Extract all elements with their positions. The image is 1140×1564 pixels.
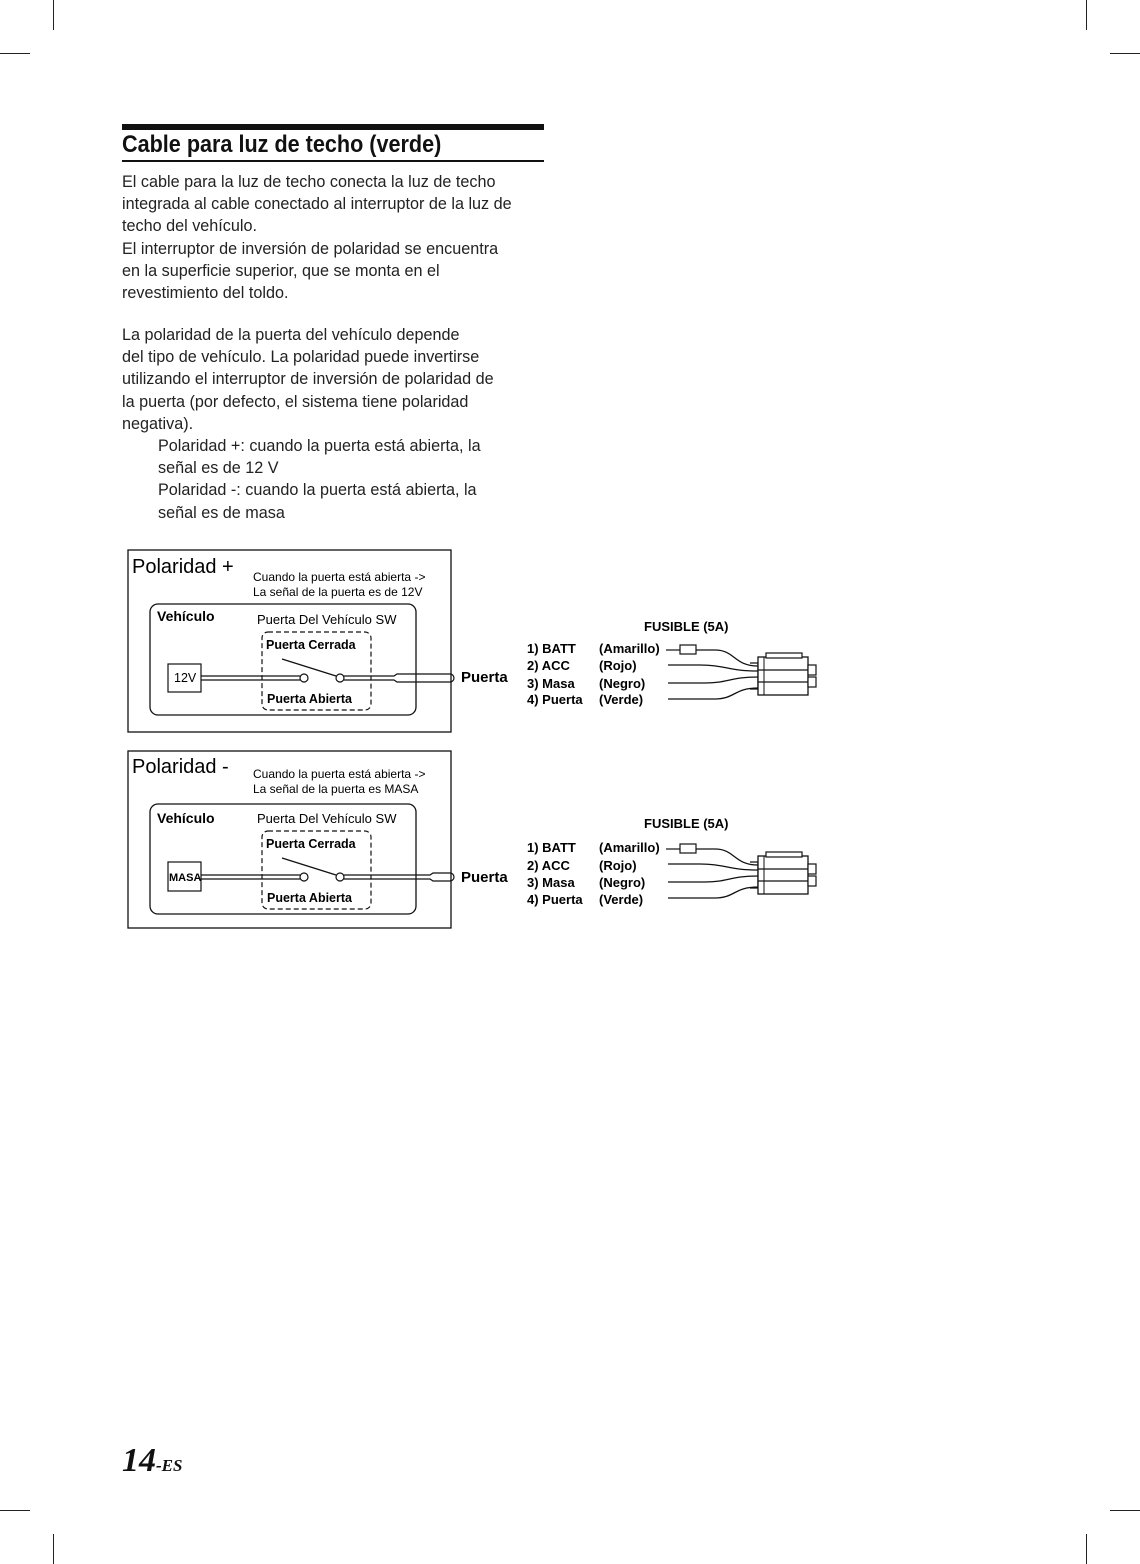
wire-color: (Negro) — [599, 875, 646, 890]
fuse-holder — [680, 645, 696, 654]
text-line: del tipo de vehículo. La polaridad puede invertirse — [122, 348, 480, 367]
wire-color: (Negro) — [599, 676, 646, 691]
closed-label: Puerta Cerrada — [266, 638, 356, 652]
wire-color: (Verde) — [599, 692, 644, 707]
polarity-note: Cuando la puerta está abierta -> — [253, 570, 426, 584]
text-line: El interruptor de inversión de polaridad se encuentra — [122, 239, 499, 258]
crop-mark — [53, 0, 54, 30]
connector-diagram — [527, 816, 816, 907]
wire-color: (Amarillo) — [599, 641, 660, 656]
section-title: Cable para luz de techo (verde) — [122, 131, 442, 158]
switch-lever — [282, 659, 336, 676]
wire — [668, 688, 758, 699]
text-line: señal es de masa — [158, 503, 285, 522]
crop-mark — [1110, 1510, 1140, 1511]
polarity-note: La señal de la puerta es de 12V — [253, 585, 423, 599]
crop-mark — [0, 53, 30, 54]
wire — [696, 650, 758, 666]
text-line: La polaridad de la puerta del vehículo depende — [122, 326, 460, 344]
page-suffix: -ES — [156, 1456, 183, 1475]
text-line: la puerta (por defecto, el sistema tiene polaridad — [122, 392, 469, 411]
wire — [668, 864, 758, 870]
source-label: MASA — [169, 872, 202, 884]
heading-bar — [122, 124, 544, 130]
fuse-label: FUSIBLE (5A) — [644, 816, 729, 831]
crop-mark — [0, 1510, 30, 1511]
open-label: Puerta Abierta — [267, 891, 352, 905]
closed-label: Puerta Cerrada — [266, 837, 356, 851]
polarity-note: Cuando la puerta está abierta -> — [253, 767, 426, 781]
switch-contact — [336, 873, 344, 881]
text-line: techo del vehículo. — [122, 217, 257, 236]
text-line: revestimiento del toldo. — [122, 284, 289, 303]
pin-label: 2) ACC — [527, 658, 570, 673]
wiring-diagram — [0, 540, 1140, 960]
wire-color: (Rojo) — [599, 658, 637, 673]
paragraph-1 — [122, 171, 512, 304]
wire — [668, 887, 758, 898]
text-line: en la superficie superior, que se monta en el — [122, 261, 440, 280]
vehicle-label: Vehículo — [157, 608, 215, 624]
text-line: integrada al cable conectado al interruptor de la luz de — [122, 195, 512, 214]
crop-mark — [1110, 53, 1140, 54]
paragraph-2 — [122, 324, 494, 524]
pin-label: 1) BATT — [527, 840, 576, 855]
text-line: Polaridad -: cuando la puerta está abierta, la — [158, 481, 477, 500]
diagram-negative-polarity — [128, 751, 508, 928]
pin-label: 3) Masa — [527, 676, 575, 691]
wire-color: (Rojo) — [599, 858, 637, 873]
switch-lever — [282, 858, 336, 875]
switch-label: Puerta Del Vehículo SW — [257, 811, 397, 826]
wire — [696, 849, 758, 865]
text-line: Polaridad +: cuando la puerta está abierta, la — [158, 437, 481, 456]
crop-mark — [1086, 1534, 1087, 1564]
source-label: 12V — [174, 671, 197, 685]
wire-color: (Verde) — [599, 892, 644, 907]
polarity-note: La señal de la puerta es MASA — [253, 782, 419, 796]
pin-label: 2) ACC — [527, 858, 570, 873]
wire-color: (Amarillo) — [599, 840, 660, 855]
connector-diagram — [527, 619, 816, 707]
crop-mark — [1086, 0, 1087, 30]
switch-contact — [300, 873, 308, 881]
text-line: señal es de 12 V — [158, 459, 279, 478]
page-number-value: 14 — [122, 1442, 156, 1479]
diagram-positive-polarity — [128, 550, 508, 732]
switch-contact — [336, 674, 344, 682]
text-line: El cable para la luz de techo conecta la luz de techo — [122, 173, 496, 191]
text-line: utilizando el interruptor de inversión de polaridad de — [122, 370, 494, 389]
pin-label: 4) Puerta — [527, 692, 583, 707]
output-label: Puerta — [461, 669, 508, 686]
wire — [668, 665, 758, 671]
switch-label: Puerta Del Vehículo SW — [257, 612, 397, 627]
polarity-heading: Polaridad - — [132, 756, 229, 778]
pin-label: 3) Masa — [527, 875, 575, 890]
pin-label: 1) BATT — [527, 641, 576, 656]
vehicle-label: Vehículo — [157, 810, 215, 826]
polarity-heading: Polaridad + — [132, 556, 234, 578]
wire — [668, 876, 758, 882]
fuse-holder — [680, 844, 696, 853]
output-label: Puerta — [461, 869, 508, 886]
page-number — [122, 1442, 182, 1480]
fuse-label: FUSIBLE (5A) — [644, 619, 729, 634]
switch-contact — [300, 674, 308, 682]
crop-mark — [53, 1534, 54, 1564]
wire — [668, 677, 758, 683]
heading-rule — [122, 160, 544, 162]
text-line: negativa). — [122, 414, 194, 433]
pin-label: 4) Puerta — [527, 892, 583, 907]
open-label: Puerta Abierta — [267, 692, 352, 706]
